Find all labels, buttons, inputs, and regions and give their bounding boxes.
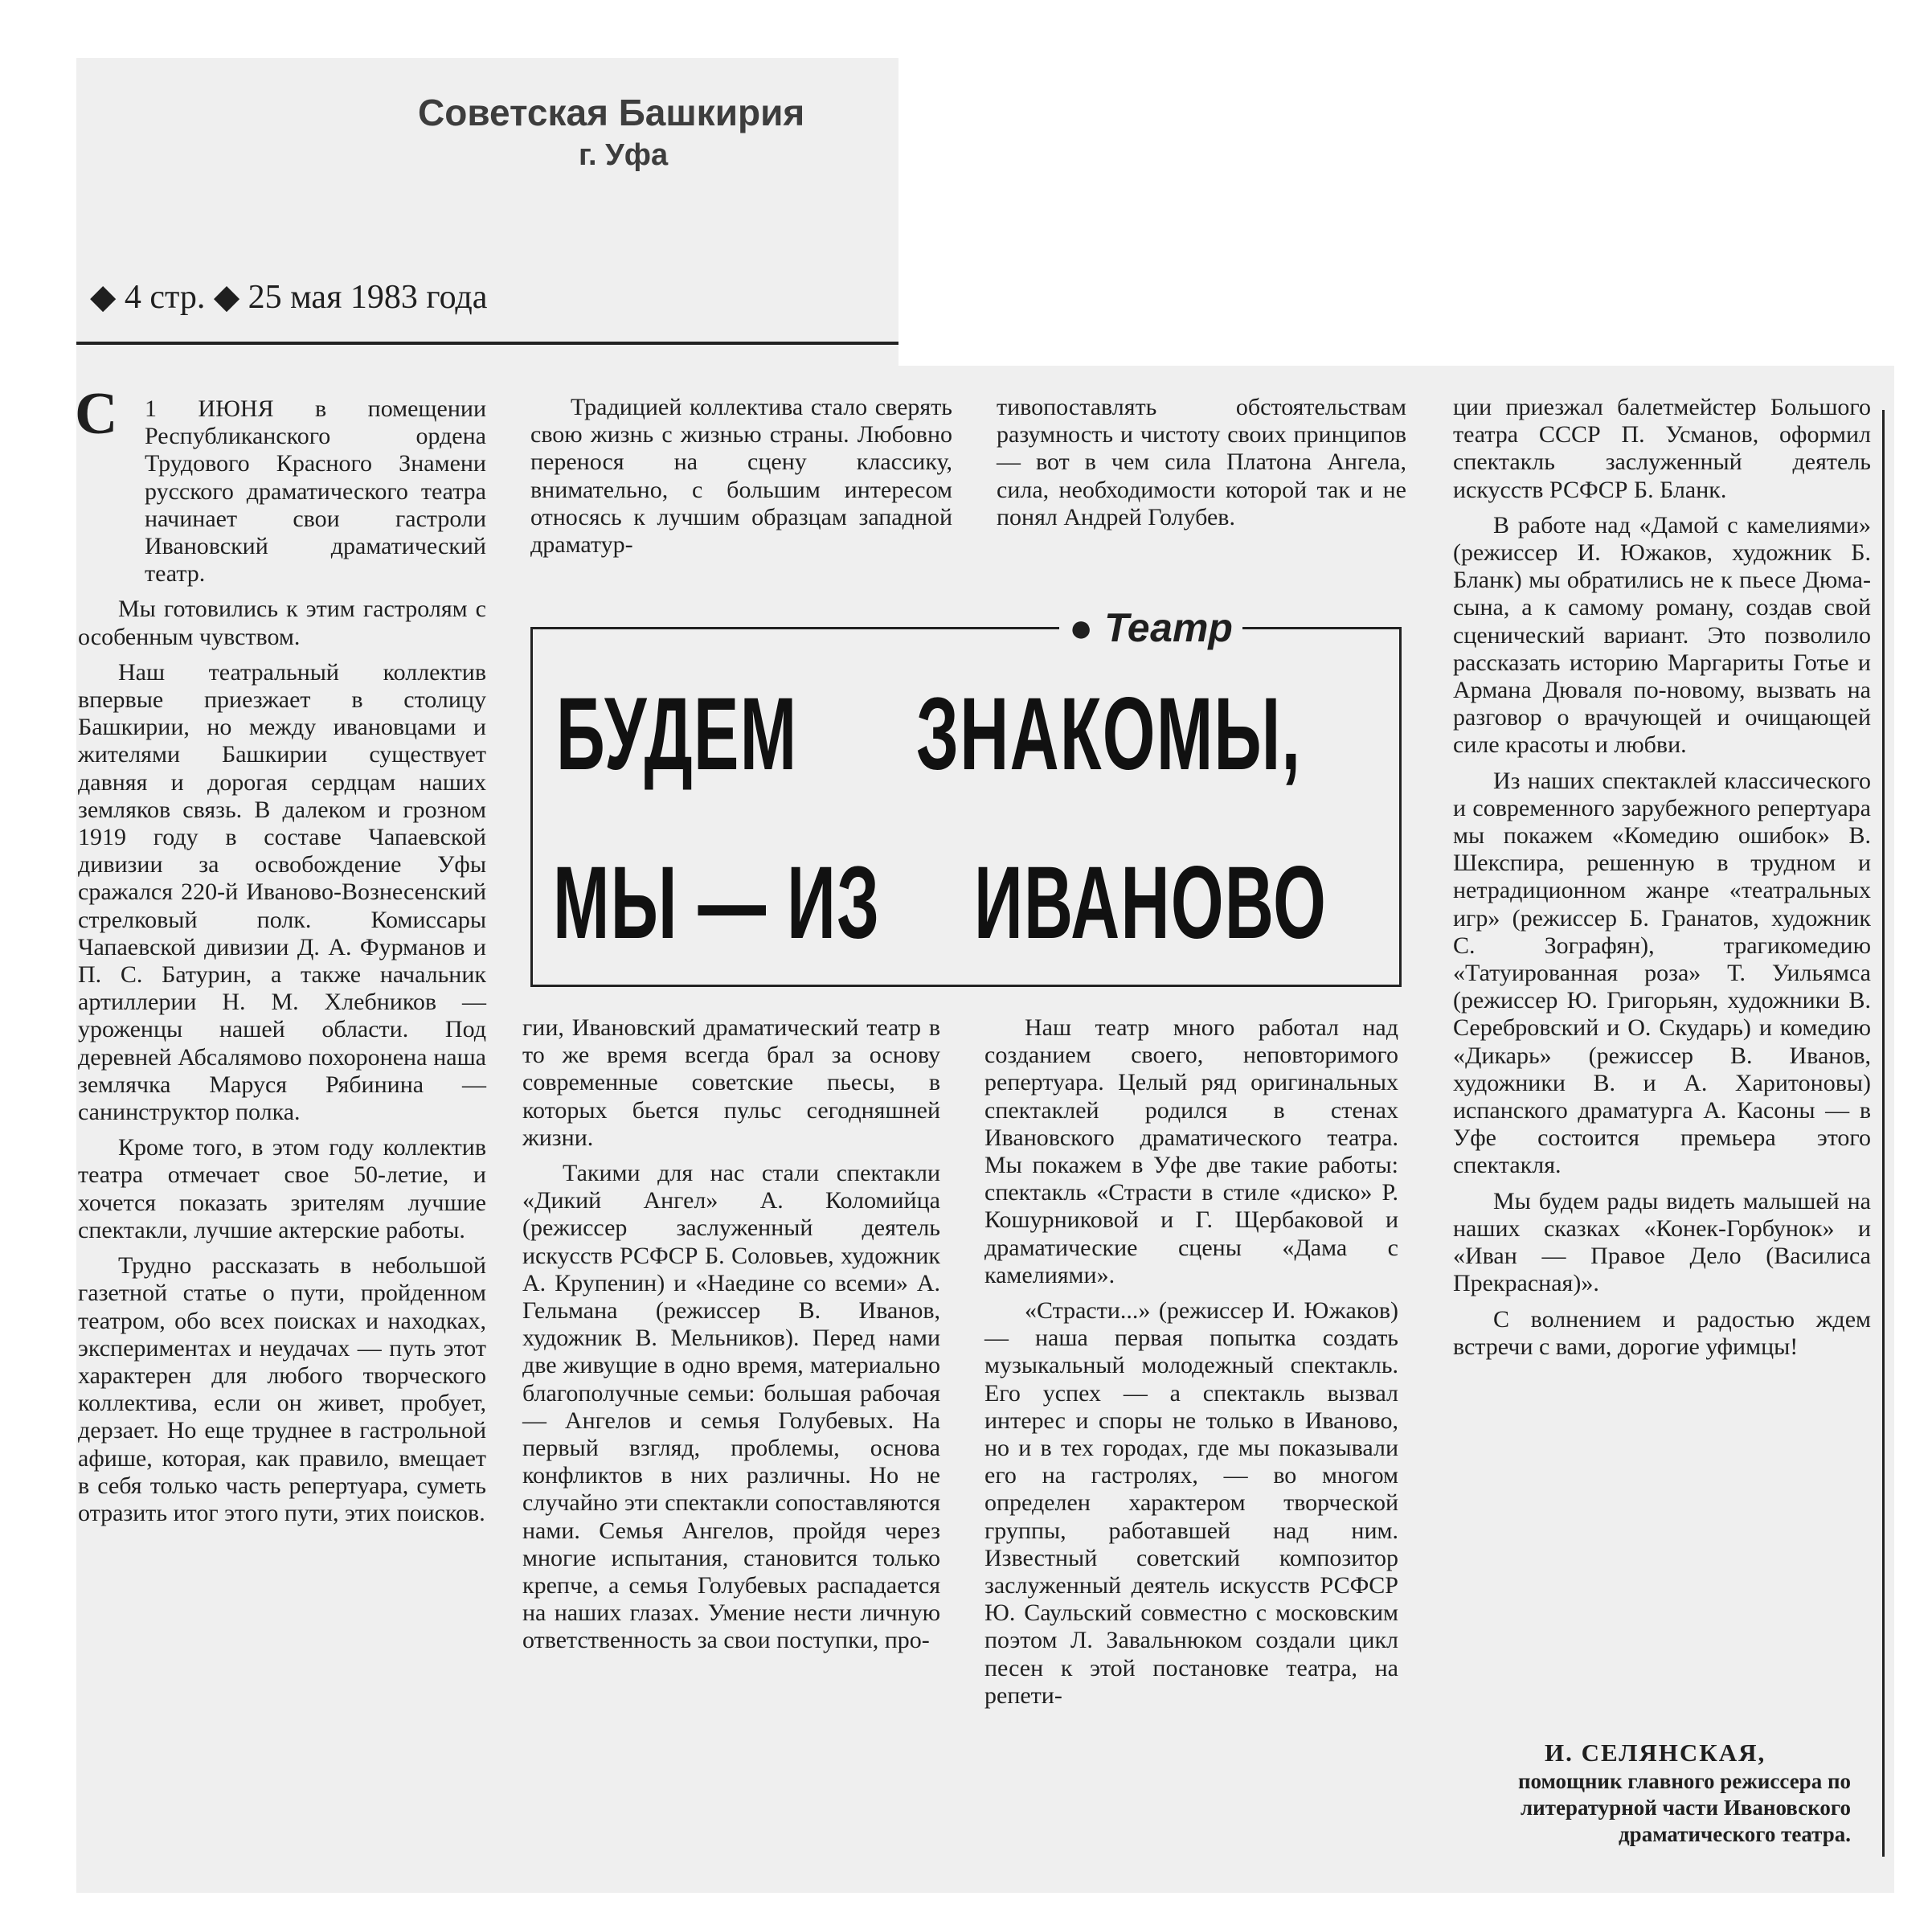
paragraph: гии, Ивановский драматический театр в то же время всегда брал за основу современные советские пьесы, в которых бьется пульс сегодняшней жизни. xyxy=(522,1014,940,1151)
column-2-bottom xyxy=(522,1014,940,1655)
rubric xyxy=(1059,604,1242,651)
paragraph: Трудно рассказать в небольшой газетной статье о пути, пройденном театром, обо всех поисках и находках, экспериментах и неудачах — путь этот характерен для любого творческого коллектива, если он живет, пробует, дерзает. Но еще труднее в гастрольной афише, которая, как правило, вмещает в себя только часть репертуара, суметь отразить итог этого пути, этих поисков. xyxy=(78,1252,486,1526)
paragraph: Наш театральный коллектив впервые приезжает в столицу Башкирии, но между ивановцами и жителями Башкирии существует давняя и дорогая сердцам наших земляков связь. В далеком и грозном 1919 году в составе Чапаевской дивизии за освобождение Уфы сражался 220-й Иваново-Вознесенский стрелковый полк. Комиссары Чапаевской дивизии Д. А. Фурманов и П. С. Батурин, а также начальник артиллерии Н. М. Хлебников — уроженцы нашей области. Под деревней Абсалямово похоронена наша землячка Маруся Рябинина — санинструктор полка. xyxy=(78,658,486,1126)
paragraph: Традицией коллектива стало сверять свою жизнь с жизнью страны. Любовно перенося на сцену классику, внимательно, с большим интересом относясь к лучшим образцам западной драматур- xyxy=(530,394,952,559)
paragraph: ции приезжал балетмейстер Большого театра СССР П. Усманов, оформил спектакль заслуженный деятель искусств РСФСР Б. Бланк. xyxy=(1453,394,1871,503)
headline-line-2b: ИВАНОВО xyxy=(974,846,1328,960)
column-2-top xyxy=(530,394,952,559)
paragraph: Мы будем рады видеть малышей на наших сказках «Конек-Горбунок» и «Иван — Правое Дело (Василиса Прекрасная)». xyxy=(1453,1187,1871,1297)
bullet-icon: ● xyxy=(1069,605,1094,650)
diamond-icon: ◆ xyxy=(90,279,117,316)
paragraph: «Страсти...» (режиссер И. Южаков) — наша первая попытка создать музыкальный молодежный спектакль. Его успех — а спектакль вызвал интерес и споры не только в Иваново, но и в тех городах, где мы показывали его на гастролях, — во многом определен характером творческой группы, работавшей над ним. Известный советский композитор заслуженный деятель искусств РСФСР Ю. Саульский совместно с московским поэтом Л. Завальнюком создали цикл песен к этой постановке театра, на репети- xyxy=(984,1297,1398,1709)
paragraph: Мы готовились к этим гастролям с особенным чувством. xyxy=(78,596,486,650)
drop-cap: С xyxy=(75,381,118,447)
column-rule xyxy=(1882,410,1885,1857)
newspaper-name: Советская Башкирия xyxy=(418,92,805,133)
headline-line-1a: БУДЕМ xyxy=(556,677,798,792)
paragraph: тивопоставлять обстоятельствам разумность и чистоту своих принципов — вот в чем сила Платона Ангела, сила, необходимости которой так и не понял Андрей Голубев. xyxy=(997,394,1406,530)
paragraph: 1 ИЮНЯ в помещении Республиканского ордена Трудового Красного Знамени русского драматического театра начинает свои гастроли Ивановский драматический театр. xyxy=(145,395,486,588)
author-title: помощник главного режиссера по литературной части Ивановского драматического театра. xyxy=(1517,1769,1851,1846)
paragraph: Такими для нас стали спектакли «Дикий Ангел» А. Коломийца (режиссер заслуженный деятель искусств РСФСР Б. Соловьев, художник А. Крупенин) и «Наедине со всеми» А. Гельмана (режиссер В. Иванов, художник В. Мельников). Перед нами две живущие в одно время, материально благополучные семьи: большая рабочая — Ангелов и семья Голубевых. На первый взгляд, проблемы, основа конфликтов в них различны. Но не случайно эти спектакли сопоставляются нами. Семья Ангелов, пройдя через многие испытания, становится только крепче, а семья Голубевых распадается на наших глазах. Умение нести личную ответственность за свои поступки, про- xyxy=(522,1160,940,1654)
column-4 xyxy=(1453,394,1871,1361)
paragraph: Из наших спектаклей классического и современного зарубежного репертуара мы покажем «Комедию ошибок» В. Шекспира, решенную в трудном и нетрадиционном жанре «театральных игр» (режиссер Б. Гранатов, художник С. Зографян), трагикомедию «Татуированная роза» Т. Уильямса (режиссер Ю. Григорьян, художники В. Серебровский и О. Скударь) и комедию «Дикарь» (режиссер В. Иванов, художники В. и А. Харитоновы) испанского драматурга А. Касоны — в Уфе состоится премьера этого спектакля. xyxy=(1453,767,1871,1179)
paragraph: Кроме того, в этом году коллектив театра отмечает свое 50-летие, и хочется показать зрителям лучшие спектакли, лучшие актерские работы. xyxy=(78,1134,486,1243)
column-3-bottom xyxy=(984,1014,1398,1710)
column-1 xyxy=(78,395,486,1527)
page-number: 4 стр. xyxy=(124,279,206,316)
diamond-icon: ◆ xyxy=(213,279,240,316)
dateline xyxy=(90,276,487,317)
headline-line-1b: ЗНАКОМЫ, xyxy=(916,677,1302,792)
masthead-rule xyxy=(76,342,898,345)
author-name: И. СЕЛЯНСКАЯ, xyxy=(1545,1739,1766,1767)
issue-date: 25 мая 1983 года xyxy=(248,279,488,316)
paragraph: С волнением и радостью ждем встречи с вами, дорогие уфимцы! xyxy=(1453,1305,1871,1360)
rubric-label: Театр xyxy=(1104,605,1233,650)
paragraph: Наш театр много работал над созданием своего, неповторимого репертуара. Целый ряд оригинальных спектаклей родился в стенах Ивановского драматического театра. Мы покажем в Уфе две такие работы: спектакль «Страсти в стиле «диско» Р. Кошурниковой и Г. Щербаковой и драматические сцены «Дама с камелиями». xyxy=(984,1014,1398,1288)
newspaper-city: г. Уфа xyxy=(579,138,669,172)
headline-line-2a: МЫ — ИЗ xyxy=(553,846,881,960)
paragraph: В работе над «Дамой с камелиями» (режиссер И. Южаков, художник Б. Бланк) мы обратились не к пьесе Дюма-сына, а к самому роману, создав свой сценический вариант. Это позволило рассказать историю Маргариты Готье и Армана Дюваля по-новому, вызвать на разговор о врачующей и очищающей силе красоты и любви. xyxy=(1453,511,1871,759)
column-3-top xyxy=(997,394,1406,531)
